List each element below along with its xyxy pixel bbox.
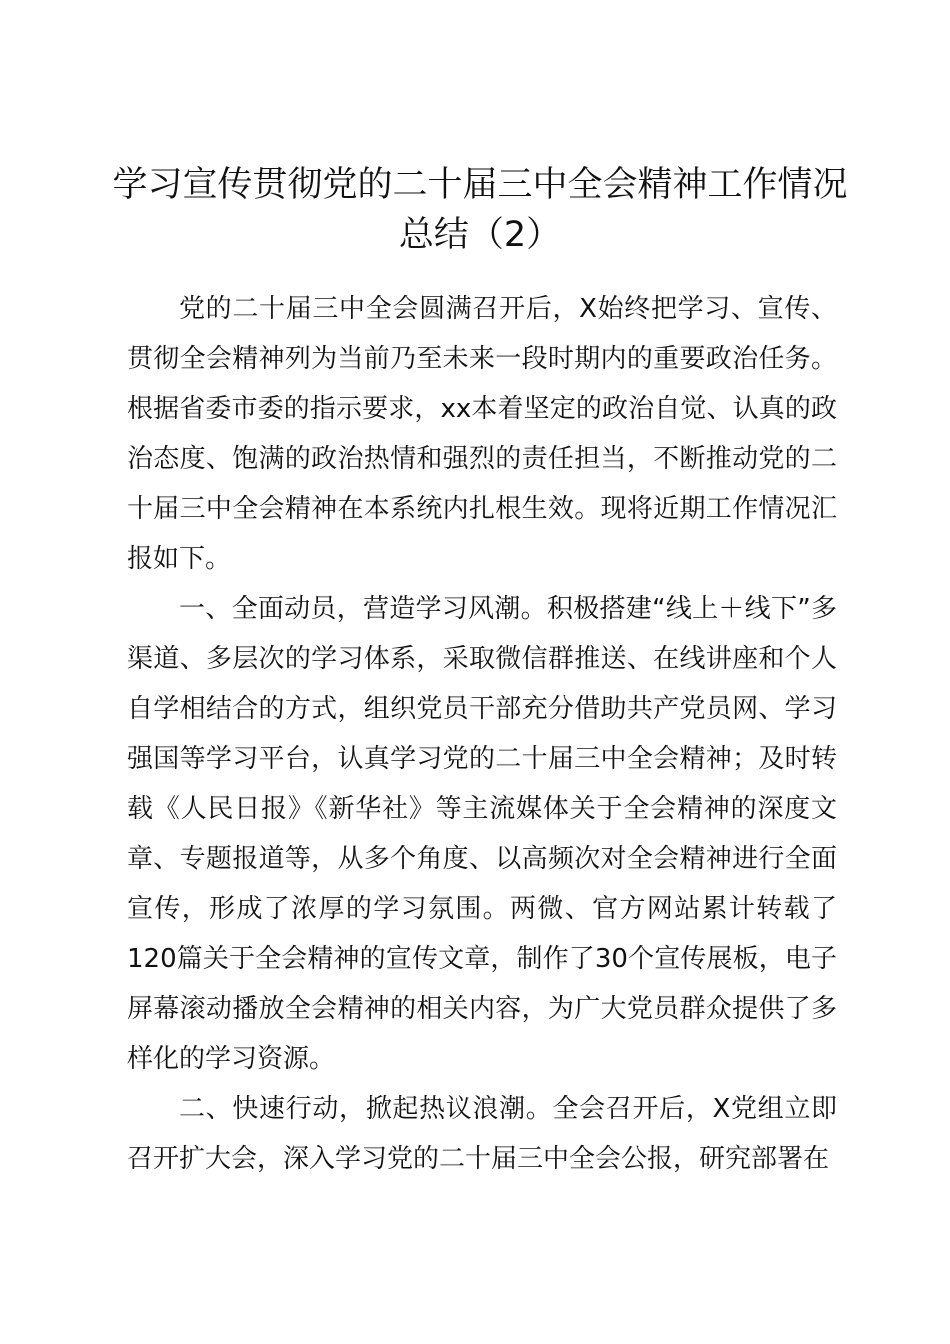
paragraph-intro: 党的二十届三中全会圆满召开后，X始终把学习、宣传、贯彻全会精神列为当前乃至未来一段时期内的重要政治任务。根据省委市委的指示要求，xx本着坚定的政治自觉、认真的政治态度、饱满的政治热情和强烈的责任担当，不断推动党的二十届三中全会精神在本系统内扎根生效。现将近期工作情况汇报如下。 <box>127 294 837 574</box>
document-title: 学习宣传贯彻党的二十届三中全会精神工作情况总结（2） <box>112 165 848 255</box>
document-body <box>127 284 837 1184</box>
paragraph-section-1: 一、全面动员，营造学习风潮。积极搭建“线上＋线下”多渠道、多层次的学习体系，采取微信群推送、在线讲座和个人自学相结合的方式，组织党员干部充分借助共产党员网、学习强国等学习平台，认真学习党的二十届三中全会精神；及时转载《人民日报》《新华社》等主流媒体关于全会精神的深度文章、专题报道等，从多个角度、以高频次对全会精神进行全面宣传，形成了浓厚的学习氛围。两微、官方网站累计转载了120篇关于全会精神的宣传文章，制作了30个宣传展板，电子屏幕滚动播放全会精神的相关内容，为广大党员群众提供了多样化的学习资源。 <box>127 594 837 1074</box>
paragraph-section-2: 二、快速行动，掀起热议浪潮。全会召开后，X党组立即召开扩大会，深入学习党的二十届三中全会公报，研究部署在 <box>127 1094 837 1174</box>
